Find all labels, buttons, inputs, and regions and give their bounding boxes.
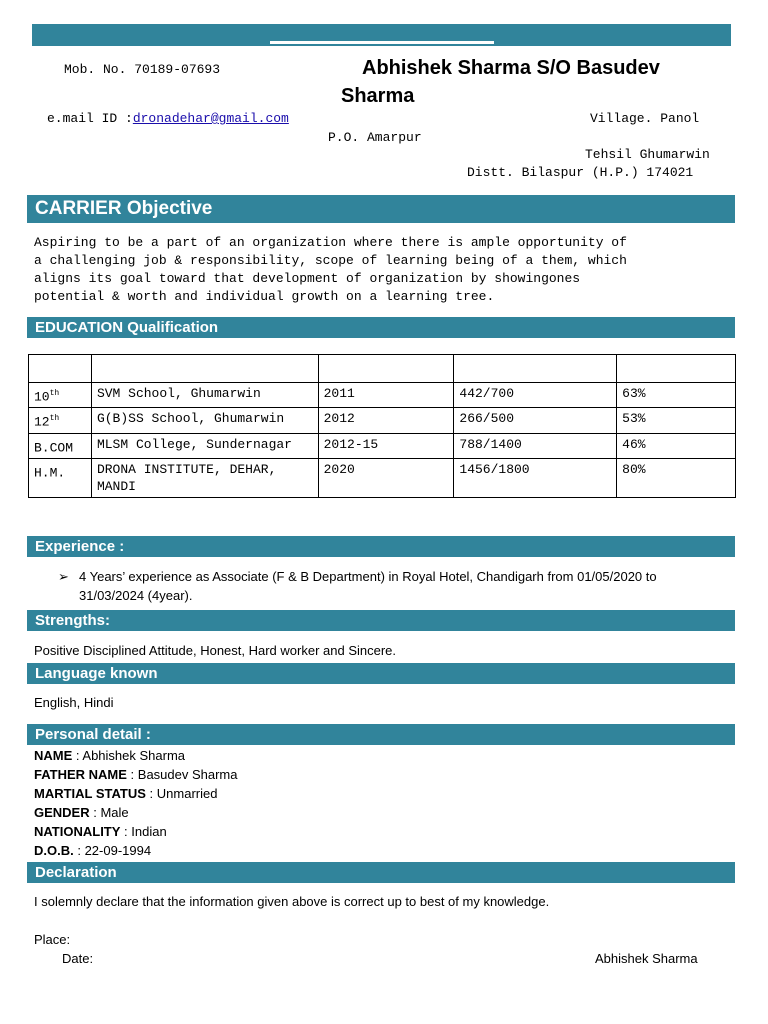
year-cell: 2012: [318, 408, 454, 433]
objective-text: Aspiring to be a part of an organization where there is ample opportunity of a challenging job & responsibility, scope of learning being of a them, which aligns its goal toward that development of organization by showingones potential & worth and individual growth on a learning tree.: [34, 235, 627, 304]
year-cell: 2020: [318, 458, 454, 497]
percent-cell: 46%: [617, 433, 736, 458]
level-cell: H.M.: [29, 458, 92, 497]
level-cell: B.COM: [29, 433, 92, 458]
languages-heading: Language known: [27, 663, 735, 684]
mobile-number: Mob. No. 70189-07693: [64, 62, 221, 77]
candidate-name-line2: Sharma: [341, 85, 415, 107]
level-cell: 10th: [29, 383, 92, 408]
email-label: e.mail ID :: [47, 111, 133, 126]
table-row: [29, 458, 736, 497]
strengths-heading: Strengths:: [27, 610, 735, 631]
marks-cell: 788/1400: [454, 433, 617, 458]
declaration-heading: Declaration: [27, 862, 735, 883]
institute-cell: DRONA INSTITUTE, DEHAR, MANDI: [91, 458, 318, 497]
marks-cell: 1456/1800: [454, 458, 617, 497]
year-cell: 2011: [318, 383, 454, 408]
personal-dob-row: D.O.B. : 22-09-1994: [34, 843, 152, 858]
institute-cell: SVM School, Ghumarwin: [91, 383, 318, 408]
table-row: [29, 433, 736, 458]
address-tehsil: Tehsil Ghumarwin: [585, 147, 710, 162]
percent-cell: 80%: [617, 458, 736, 497]
personal-heading: Personal detail :: [27, 724, 735, 745]
institute-cell: MLSM College, Sundernagar: [91, 433, 318, 458]
personal-father-row: FATHER NAME : Basudev Sharma: [34, 767, 238, 782]
place-label: Place:: [34, 932, 71, 947]
percent-cell: 63%: [617, 383, 736, 408]
education-heading: EDUCATION Qualification: [27, 317, 735, 338]
percent-cell: 53%: [617, 408, 736, 433]
table-row: [29, 383, 736, 408]
address-po: P.O. Amarpur: [328, 130, 422, 145]
experience-heading: Experience :: [27, 536, 735, 557]
strengths-text: Positive Disciplined Attitude, Honest, Hard worker and Sincere.: [34, 643, 397, 658]
personal-details: [34, 746, 238, 860]
objective-heading: CARRIER Objective: [27, 195, 735, 223]
languages-text: English, Hindi: [34, 695, 114, 710]
personal-nationality-row: NATIONALITY : Indian: [34, 824, 167, 839]
personal-gender-row: GENDER : Male: [34, 805, 129, 820]
institute-cell: G(B)SS School, Ghumarwin: [91, 408, 318, 433]
experience-item: 4 Years’ experience as Associate (F & B Department) in Royal Hotel, Chandigarh from 01/05/2020 to 31/03/2024 (4year).: [79, 569, 657, 603]
email-link[interactable]: dronadehar@gmail.com: [132, 111, 289, 126]
personal-name-row: NAME : Abhishek Sharma: [34, 748, 186, 763]
header-bar: [32, 24, 731, 46]
bullet-arrow-icon: ➢: [58, 569, 69, 584]
candidate-name-line1: Abhishek Sharma S/O Basudev: [362, 57, 660, 79]
table-row: [29, 408, 736, 433]
marks-cell: 266/500: [454, 408, 617, 433]
address-village: Village. Panol: [590, 111, 700, 126]
education-table: [28, 354, 736, 498]
header-bar-line: [270, 41, 494, 44]
year-cell: 2012-15: [318, 433, 454, 458]
marks-cell: 442/700: [454, 383, 617, 408]
email-row: [47, 111, 289, 126]
level-cell: 12th: [29, 408, 92, 433]
table-header-row: [29, 355, 736, 383]
address-district: Distt. Bilaspur (H.P.) 174021: [467, 165, 694, 180]
date-label: Date:: [62, 951, 94, 966]
signature-name: Abhishek Sharma: [595, 951, 698, 966]
declaration-text: I solemnly declare that the information given above is correct up to best of my knowledge.: [34, 894, 550, 909]
personal-marital-row: MARTIAL STATUS : Unmarried: [34, 786, 218, 801]
